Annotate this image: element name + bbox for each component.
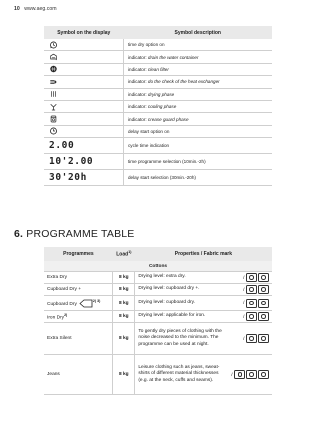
display-readout-text: 30'20h (49, 172, 87, 184)
site-url: www.aeg.com (24, 6, 57, 12)
tumble-dry-fabric-icon (258, 334, 269, 343)
programmes-column-header: Programmes (44, 247, 113, 261)
symbol-row (44, 39, 272, 51)
programme-row (44, 355, 272, 395)
programme-row (44, 311, 272, 323)
heat-exchanger-icon (44, 76, 124, 88)
fabric-mark-cell: / (228, 323, 272, 355)
water-container-icon (44, 51, 124, 63)
symbol-description-italic: clean filter (147, 66, 169, 72)
tumble-dry-fabric-icon (258, 312, 269, 321)
symbol-row (44, 138, 272, 154)
fabric-mark-cell: / (228, 355, 272, 395)
symbol-description-text: delay start option on (128, 128, 170, 134)
symbols-table (44, 26, 272, 186)
tumble-dry-fabric-icon (234, 370, 245, 379)
programme-description: Leisure clothing such as jeans, sweat-shirts of different material thicknesses (e.g. at the neck, cuffs and seams). (135, 355, 228, 395)
programme-note: 2) (64, 312, 68, 317)
symbol-row (44, 76, 272, 88)
programme-row (44, 323, 272, 355)
symbol-description (124, 100, 273, 112)
symbol-row (44, 100, 272, 112)
programme-name-cell (44, 311, 113, 323)
symbol-description-text: time programme selection (10min.-2h) (128, 159, 206, 165)
programme-name-cell (44, 284, 113, 296)
programme-load: 8 kg (113, 272, 135, 284)
section-title: PROGRAMME TABLE (26, 228, 135, 240)
symbol-description (124, 154, 273, 170)
display-readout-text: 10'2.00 (49, 156, 94, 168)
symbol-description-text: delay start selection (30min.-20h) (128, 175, 196, 181)
symbol-column-header: Symbol on the display (44, 26, 124, 39)
symbol-description-italic: do the check of the heat exchanger (147, 79, 220, 85)
properties-column-header: Properties / Fabric mark (135, 247, 272, 261)
programme-load: 8 kg (113, 323, 135, 355)
symbol-row (44, 51, 272, 63)
programme-load: 8 kg (113, 355, 135, 395)
symbol-description (124, 113, 273, 125)
programme-name-cell (44, 296, 113, 311)
symbol-row (44, 154, 272, 170)
symbol-row (44, 88, 272, 100)
fabric-mark-cell: / (228, 311, 272, 323)
symbol-description (124, 63, 273, 75)
symbol-description-text: time dry option on (128, 42, 165, 48)
symbol-row (44, 125, 272, 137)
symbol-description-text: cycle time indication (128, 143, 170, 149)
symbol-description-italic: drain the water container (147, 54, 199, 60)
symbol-description (124, 138, 273, 154)
tumble-dry-fabric-icon (258, 285, 269, 294)
display-readout (44, 170, 124, 186)
tumble-dry-fabric-icon (246, 299, 257, 308)
programme-name: Extra Dry (47, 275, 67, 280)
programme-description: Drying level: cupboard dry +. (135, 284, 228, 296)
programme-name: Cupboard Dry (47, 301, 77, 307)
programme-description: Drying level: extra dry. (135, 272, 228, 284)
programme-name: Extra Silent (47, 336, 72, 341)
symbol-description-prefix: indicator: (128, 104, 148, 110)
page-number: 10 (14, 6, 20, 12)
symbol-description-prefix: indicator: (128, 91, 148, 97)
programme-name-cell (44, 272, 113, 284)
symbol-row (44, 113, 272, 125)
time-dry-icon (44, 39, 124, 51)
programme-table (44, 247, 272, 395)
load-column-header: Load$^{1)}$ (113, 247, 135, 261)
programme-load: 8 kg (113, 296, 135, 311)
programme-description: Drying level: cupboard dry. (135, 296, 228, 311)
cooling-phase-icon (44, 100, 124, 112)
page-header (14, 6, 57, 12)
programme-row (44, 284, 272, 296)
symbol-description (124, 170, 273, 186)
description-column-header: Symbol description (124, 26, 273, 39)
programme-name-cell (44, 323, 113, 355)
symbol-description-prefix: indicator: (128, 116, 148, 122)
fabric-mark-cell: / (228, 296, 272, 311)
delay-start-icon (44, 125, 124, 137)
symbol-description-italic: cooling phase (147, 104, 177, 110)
programme-load: 8 kg (113, 284, 135, 296)
symbol-description-prefix: indicator: (128, 79, 148, 85)
programme-name-cell (44, 355, 113, 395)
programme-note: 2) 3) (92, 298, 101, 303)
display-readout (44, 138, 124, 154)
drying-phase-icon (44, 88, 124, 100)
symbol-description-italic: crease guard phase (147, 116, 189, 122)
clean-filter-icon (44, 63, 124, 75)
section-number: 6. (14, 228, 24, 240)
programme-name: Iron Dry (47, 315, 65, 321)
programme-name: Jeans (47, 372, 60, 377)
cupboard-dry-symbol-icon (77, 301, 93, 306)
symbol-description (124, 51, 273, 63)
programme-name: Cupboard Dry + (47, 287, 81, 292)
fabric-mark-cell: / (228, 272, 272, 284)
section-heading (14, 228, 135, 240)
programme-row (44, 296, 272, 311)
symbol-description (124, 88, 273, 100)
symbol-description-prefix: indicator: (128, 66, 148, 72)
symbol-description-italic: drying phase (147, 91, 175, 97)
tumble-dry-fabric-icon (246, 273, 257, 282)
tumble-dry-fabric-icon (258, 370, 269, 379)
symbol-description (124, 76, 273, 88)
programme-row (44, 272, 272, 284)
symbol-description (124, 39, 273, 51)
tumble-dry-fabric-icon (258, 273, 269, 282)
symbol-row (44, 63, 272, 75)
tumble-dry-fabric-icon (246, 334, 257, 343)
fabric-mark-cell: / (228, 284, 272, 296)
programme-description: Drying level: applicable for iron. (135, 311, 228, 323)
tumble-dry-fabric-icon (246, 312, 257, 321)
programme-description: To gently dry pieces of clothing with the noise decreased to the minimum. The programme can be used at night. (135, 323, 228, 355)
symbol-row (44, 170, 272, 186)
crease-guard-icon (44, 113, 124, 125)
symbol-description (124, 125, 273, 137)
programme-load: 8 kg (113, 311, 135, 323)
tumble-dry-fabric-icon (246, 370, 257, 379)
tumble-dry-fabric-icon (246, 285, 257, 294)
tumble-dry-fabric-icon (258, 299, 269, 308)
display-readout-text: 2.00 (49, 140, 75, 152)
category-row-cottons: Cottons (44, 261, 272, 272)
display-readout (44, 154, 124, 170)
symbol-description-prefix: indicator: (128, 54, 148, 60)
